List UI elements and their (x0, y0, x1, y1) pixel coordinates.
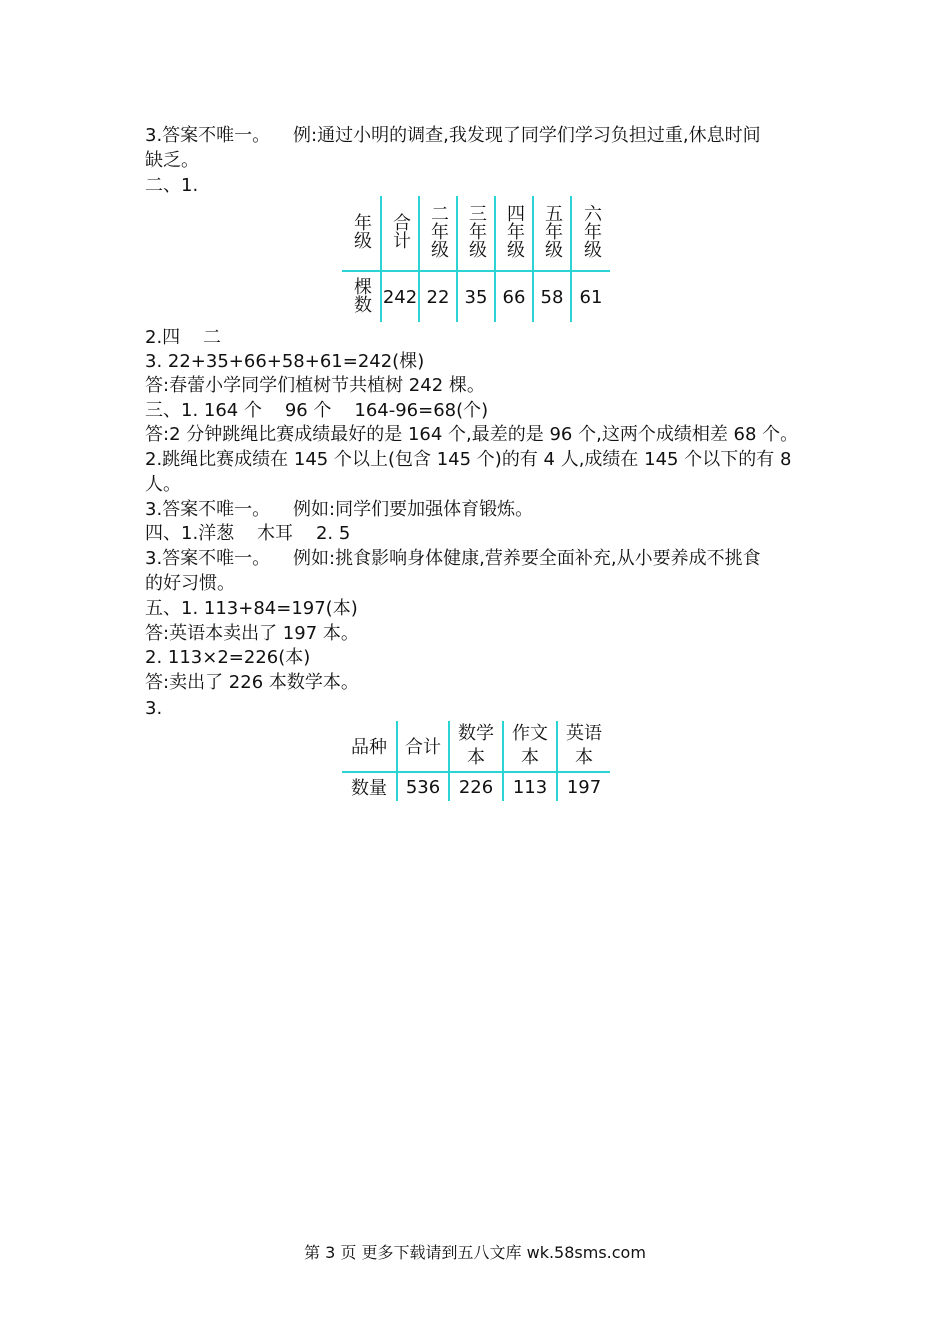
answer-line: 3.答案不唯一。 例如:同学们要加强体育锻炼。 (145, 499, 534, 520)
section-heading: 四、1.洋葱 木耳 2. 5 (145, 523, 351, 544)
table-cell: 61 (571, 271, 610, 322)
answer-line: 人。 (145, 474, 181, 495)
table-header-cell: 三年级 (457, 196, 495, 271)
table-cell: 113 (503, 772, 557, 801)
section-heading: 三、1. 164 个 96 个 164-96=68(个) (145, 400, 489, 421)
table-header-cell: 五年级 (533, 196, 571, 271)
table-cell: 22 (419, 271, 457, 322)
table-header-row (342, 721, 610, 772)
table-header-cell: 英语 本 (557, 721, 610, 772)
answer-line: 2. 113×2=226(本) (145, 647, 311, 668)
notebook-sales-table (342, 721, 610, 801)
table-header-cell: 二年级 (419, 196, 457, 271)
table-row (342, 271, 610, 322)
section-heading: 二、1. (145, 175, 199, 196)
table-cell: 58 (533, 271, 571, 322)
table-header-cell: 合计 (397, 721, 449, 772)
table-row-label: 数量 (351, 778, 387, 799)
answer-line: 2.四 二 (145, 327, 222, 348)
answer-line: 的好习惯。 (145, 573, 235, 594)
table-cell: 66 (495, 271, 533, 322)
tree-planting-table (342, 196, 610, 322)
table-header-cell: 六年级 (571, 196, 610, 271)
answer-line: 3. (145, 698, 163, 719)
answer-line: 缺乏。 (145, 150, 199, 171)
table-header-cell: 品种 (342, 721, 397, 772)
table-header-cell: 合计 (381, 196, 419, 271)
table-cell: 536 (397, 772, 449, 801)
table-header-cell: 作文 本 (503, 721, 557, 772)
table-header-cell: 四年级 (495, 196, 533, 271)
answer-line: 答:春蕾小学同学们植树节共植树 242 棵。 (145, 375, 485, 396)
table-cell: 197 (557, 772, 610, 801)
answer-line: 3.答案不唯一。 例:通过小明的调查,我发现了同学们学习负担过重,休息时间 (145, 125, 761, 146)
page-footer: 第 3 页 更多下载请到五八文库 wk.58sms.com (304, 1243, 646, 1262)
answer-line: 答:英语本卖出了 197 本。 (145, 623, 359, 644)
table-header-row (342, 196, 610, 271)
table-row-label: 棵数 (351, 276, 372, 313)
answer-line: 答:卖出了 226 本数学本。 (145, 672, 359, 693)
table-cell: 242 (381, 271, 419, 322)
table-header-cell: 数学 本 (449, 721, 503, 772)
table-cell: 35 (457, 271, 495, 322)
answer-line: 答:2 分钟跳绳比赛成绩最好的是 164 个,最差的是 96 个,这两个成绩相差 68 个。 (145, 424, 799, 445)
answer-line: 2.跳绳比赛成绩在 145 个以上(包含 145 个)的有 4 人,成绩在 145 个以下的有 8 (145, 449, 792, 470)
section-heading: 五、1. 113+84=197(本) (145, 598, 358, 619)
answer-line: 3. 22+35+66+58+61=242(棵) (145, 351, 425, 372)
table-cell: 226 (449, 772, 503, 801)
table-row (342, 772, 610, 801)
table-header-cell: 年级 (342, 196, 381, 271)
answer-line: 3.答案不唯一。 例如:挑食影响身体健康,营养要全面补充,从小要养成不挑食 (145, 548, 761, 569)
